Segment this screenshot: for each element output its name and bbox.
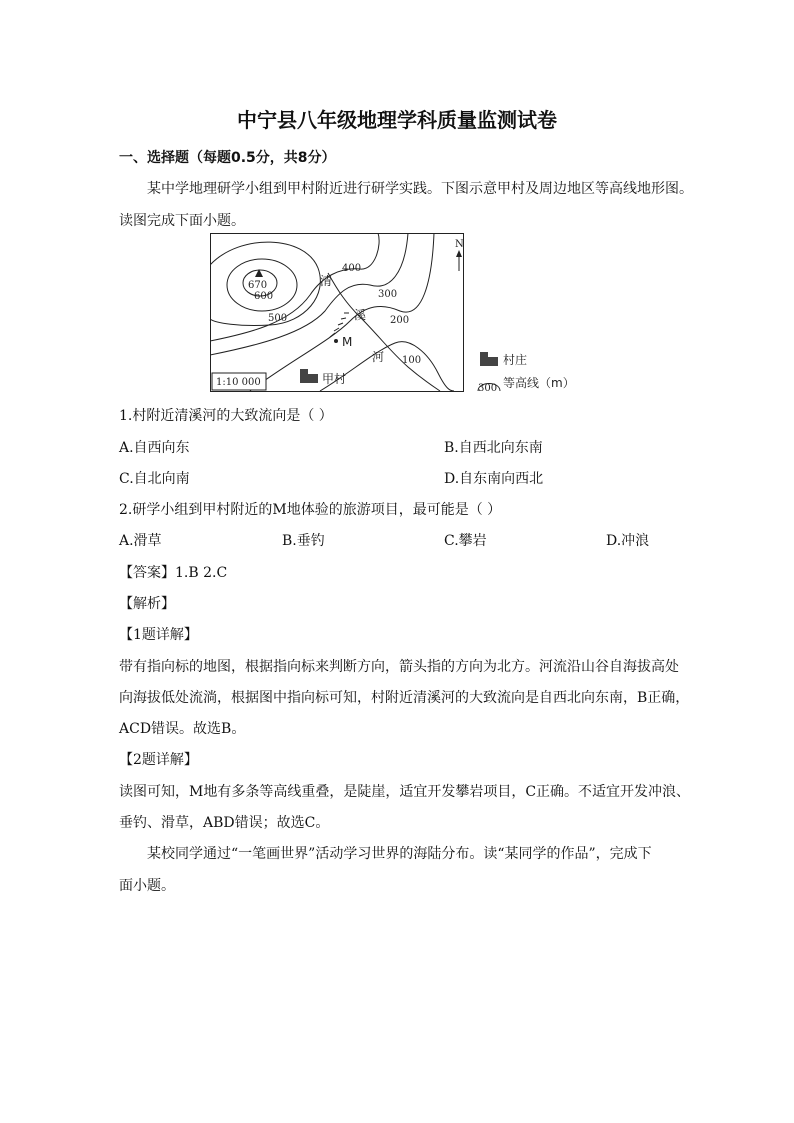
contour-label: 400 [342,263,362,274]
river-name-char: 清 [320,274,333,288]
detail-line: 带有指向标的地图，根据指向标来判断方向，箭头指的方向为北方。河流沿山谷自海拔高处 [119,659,679,675]
intro-paragraph-line: 读图完成下面小题。 [119,213,245,229]
legend-village-label: 村庄 [503,353,528,367]
map-frame [211,234,464,392]
north-arrow-icon [456,250,462,257]
contour-label: 300 [378,289,398,300]
intro-paragraph-line: 面小题。 [119,878,175,894]
detail-line: 向海拔低处流淌，根据图中指向标可知，村附近清溪河的大致流向是自西北向东南，B正确， [119,690,690,706]
legend-village-icon [480,352,498,366]
option-b: B.垂钓 [282,533,325,549]
option-b: B.自西北向东南 [444,440,543,456]
question-stem: 1.村附近清溪河的大致流向是（ ） [119,408,333,424]
detail-heading: 【1题详解】 [119,627,198,643]
point-m-marker [334,339,338,343]
option-d: D.自东南向西北 [444,471,544,487]
detail-line: 读图可知，M地有多条等高线重叠，是陡崖，适宜开发攀岩项目，C正确。不适宜开发冲浪、 [119,784,691,800]
contour-label: 500 [268,313,288,324]
detail-line: ACD错误。故选B。 [119,721,246,737]
section-heading: 一、选择题（每题0.5分，共8分） [119,150,336,166]
answer-line: 【答案】1.B 2.C [119,565,228,581]
contour-label: 200 [390,315,410,326]
river-name-char: 溪 [354,308,367,322]
option-c: C.攀岩 [444,533,487,549]
legend-contour-value: 300 [478,383,498,394]
legend-contour-label: 等高线（m） [503,376,575,390]
village-name-label: 甲村 [322,372,347,386]
peak-elevation-label: 670 [248,280,268,291]
river-name-char: 河 [372,350,385,364]
option-d: D.冲浪 [606,533,650,549]
detail-heading: 【2题详解】 [119,752,198,768]
intro-paragraph-line: 某校同学通过“一笔画世界”活动学习世界的海陆分布。读“某同学的作品”，完成下 [147,846,652,862]
option-a: A.滑草 [119,533,162,549]
intro-paragraph-line: 某中学地理研学小组到甲村附近进行研学实践。下图示意甲村及周边地区等高线地形图。 [147,181,693,197]
page-title: 中宁县八年级地理学科质量监测试卷 [237,108,557,132]
contour-line [250,233,434,391]
north-label: N [455,239,464,250]
scale-label: 1:10 000 [216,377,261,388]
village-icon [300,369,318,383]
question-stem: 2.研学小组到甲村附近的M地体验的旅游项目，最可能是（ ） [119,502,502,518]
point-m-label: M [342,335,353,349]
contour-map [210,233,590,395]
analysis-heading: 【解析】 [119,596,175,612]
option-c: C.自北向南 [119,471,190,487]
contour-label: 600 [254,291,274,302]
contour-label: 100 [402,355,422,366]
option-a: A.自西向东 [119,440,190,456]
detail-line: 垂钓、滑草，ABD错误；故选C。 [119,815,330,831]
